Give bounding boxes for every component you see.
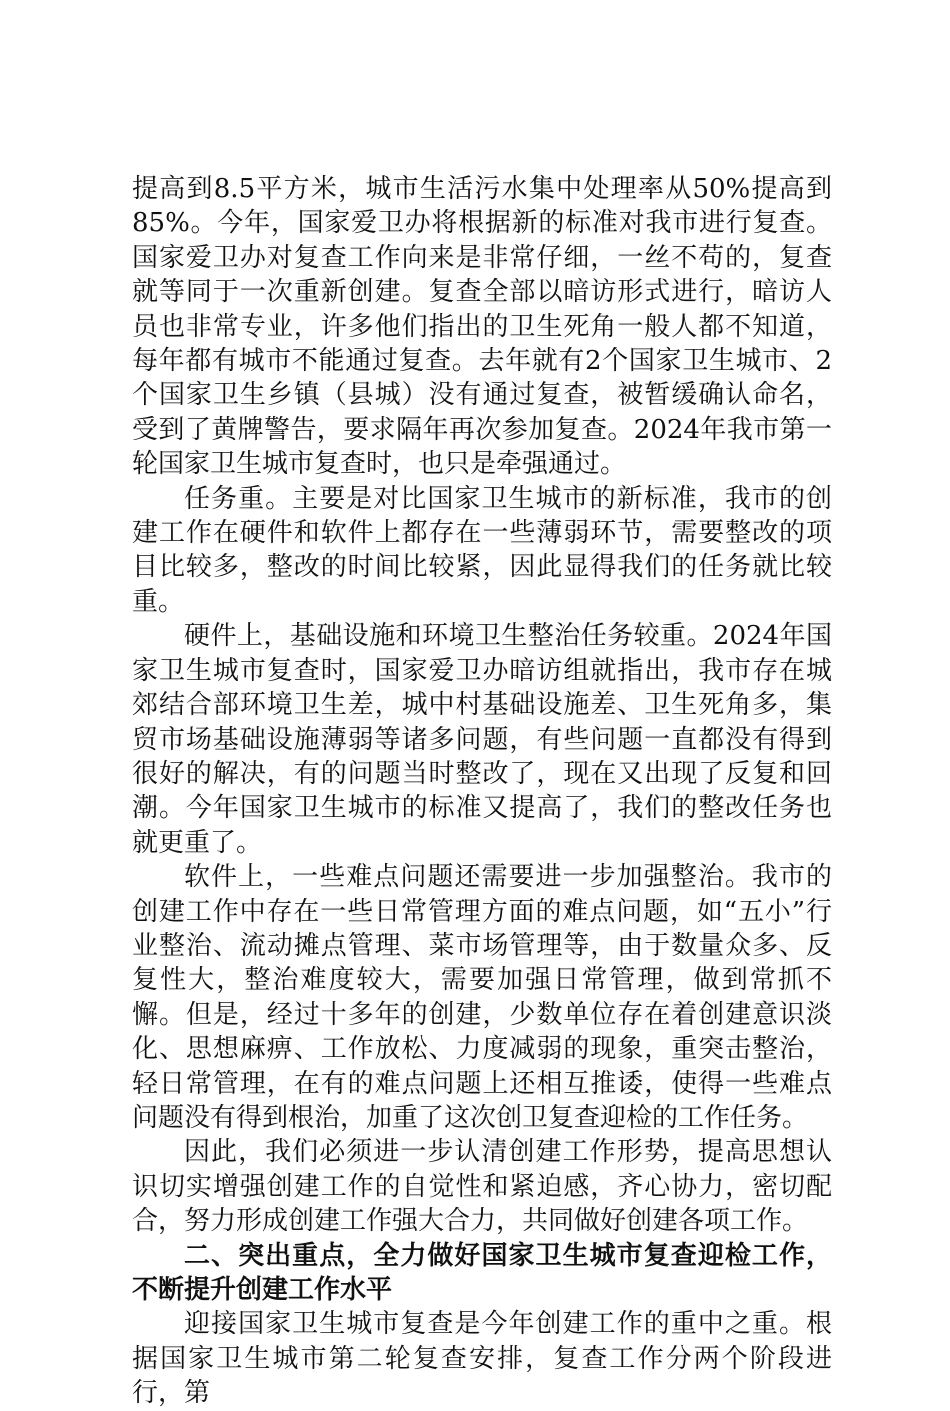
paragraph-closing: 迎接国家卫生城市复查是今年创建工作的重中之重。根据国家卫生城市第二轮复查安排，复查工作分两个阶段进行，第 [132,1309,832,1409]
paragraph-therefore: 因此，我们必须进一步认清创建工作形势，提高思想认识切实增强创建工作的自觉性和紧迫感，齐心协力，密切配合，努力形成创建工作强大合力，共同做好创建各项工作。 [132,1137,832,1237]
paragraph-continuation: 提高到8.5平方米，城市生活污水集中处理率从50%提高到85%。今年，国家爱卫办将根据新的标准对我市进行复查。国家爱卫办对复查工作向来是非常仔细，一丝不苟的，复查就等同于一次重新创建。复查全部以暗访形式进行，暗访人员也非常专业，许多他们指出的卫生死角一般人都不知道，每年都有城市不能通过复查。去年就有2个国家卫生城市、2个国家卫生乡镇（县城）没有通过复查，被暂缓确认命名，受到了黄牌警告，要求隔年再次参加复查。2024年我市第一轮国家卫生城市复查时，也只是牵强通过。 [132,174,832,480]
paragraph-task-heavy: 任务重。主要是对比国家卫生城市的新标准，我市的创建工作在硬件和软件上都存在一些薄弱环节，需要整改的项目比较多，整改的时间比较紧，因此显得我们的任务就比较重。 [132,483,832,617]
section-heading: 二、突出重点，全力做好国家卫生城市复查迎检工作，不断提升创建工作水平 [132,1240,832,1305]
document-page [132,172,832,1411]
paragraph-hardware: 硬件上，基础设施和环境卫生整治任务较重。2024年国家卫生城市复查时，国家爱卫办暗访组就指出，我市存在城郊结合部环境卫生差，城中村基础设施差、卫生死角多，集贸市场基础设施薄弱等诸多问题，有些问题一直都没有得到很好的解决，有的问题当时整改了，现在又出现了反复和回潮。今年国家卫生城市的标准又提高了，我们的整改任务也就更重了。 [132,621,832,858]
paragraph-software: 软件上，一些难点问题还需要进一步加强整治。我市的创建工作中存在一些日常管理方面的难点问题，如“五小”行业整治、流动摊点管理、菜市场管理等，由于数量众多、反复性大，整治难度较大，需要加强日常管理，做到常抓不懈。但是，经过十多年的创建，少数单位存在着创建意识淡化、思想麻痹、工作放松、力度减弱的现象，重突击整治，轻日常管理，在有的难点问题上还相互推诿，使得一些难点问题没有得到根治，加重了这次创卫复查迎检的工作任务。 [132,862,832,1133]
